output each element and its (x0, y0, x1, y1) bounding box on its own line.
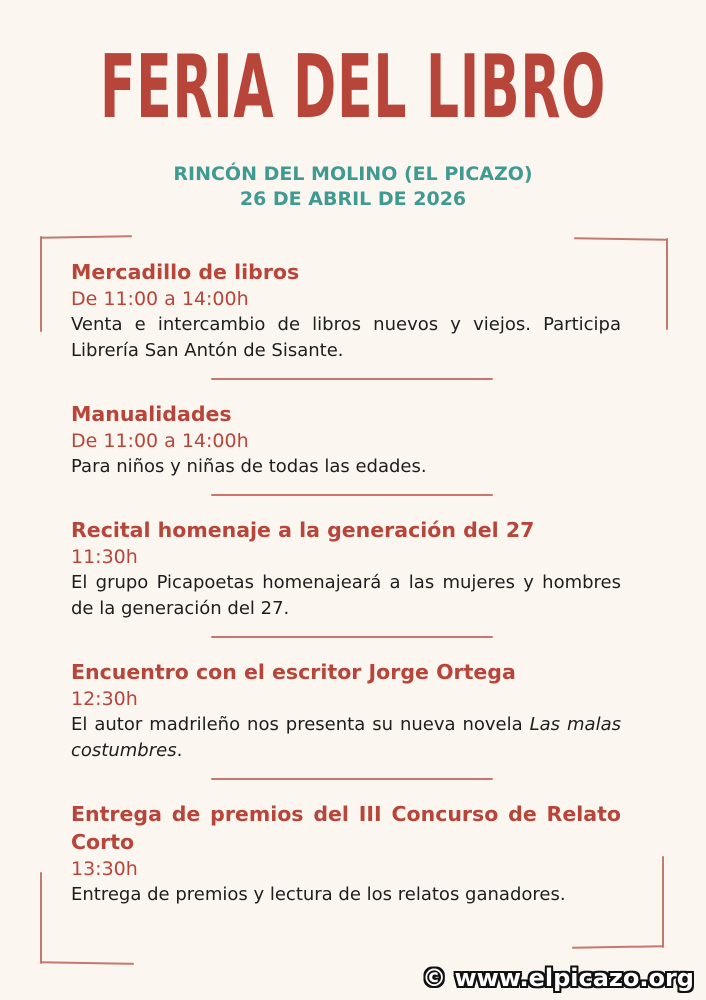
event-description (71, 712, 621, 764)
event-item (71, 658, 621, 764)
divider (211, 494, 493, 496)
event-location: RINCÓN DEL MOLINO (EL PICAZO) (173, 163, 533, 185)
divider (211, 378, 493, 380)
page-title: FERIA DEL LIBRO (99, 36, 607, 139)
frame-top-right-vertical (666, 238, 668, 330)
event-item (71, 258, 621, 364)
event-description: Entrega de premios y lectura de los relatos ganadores. (71, 884, 566, 905)
event-description: El grupo Picapoetas homenajeará a las mujeres y hombres de la generación del 27. (71, 572, 621, 619)
book-title: Las malas costumbres (71, 714, 621, 761)
event-title: Entrega de premios del III Concurso de Relato Corto (71, 802, 621, 854)
event-title: Encuentro con el escritor Jorge Ortega (71, 660, 516, 684)
divider (211, 636, 493, 638)
event-time: De 11:00 a 14:00h (71, 430, 249, 452)
event-description: Venta e intercambio de libros nuevos y viejos. Participa Librería San Antón de Sisante. (71, 314, 621, 361)
frame-bottom-right-vertical (662, 856, 664, 948)
frame-bottom-left-vertical (40, 872, 42, 964)
divider (211, 778, 493, 780)
frame-top-left-horizontal (40, 235, 132, 239)
event-description: Para niños y niñas de todas las edades. (71, 456, 427, 477)
event-time: De 11:00 a 14:00h (71, 288, 249, 310)
frame-bottom-right-horizontal (572, 945, 664, 949)
event-title: Mercadillo de libros (71, 260, 300, 284)
event-description-text: El autor madrileño nos presenta su nueva novela (71, 714, 530, 735)
event-time: 11:30h (71, 546, 138, 568)
event-date: 26 DE ABRIL DE 2026 (239, 188, 467, 210)
event-time: 12:30h (71, 688, 138, 710)
watermark: © www.elpicazo.org (422, 964, 694, 992)
event-item (71, 516, 621, 622)
frame-top-right-horizontal (574, 237, 668, 241)
event-item (71, 400, 621, 480)
frame-bottom-left-horizontal (40, 961, 134, 965)
frame-top-left-vertical (40, 236, 42, 332)
event-title: Manualidades (71, 402, 232, 426)
event-time: 13:30h (71, 858, 138, 880)
event-description-end: . (176, 740, 183, 761)
event-item (71, 800, 621, 908)
event-title: Recital homenaje a la generación del 27 (71, 518, 535, 542)
event-list (71, 258, 621, 908)
